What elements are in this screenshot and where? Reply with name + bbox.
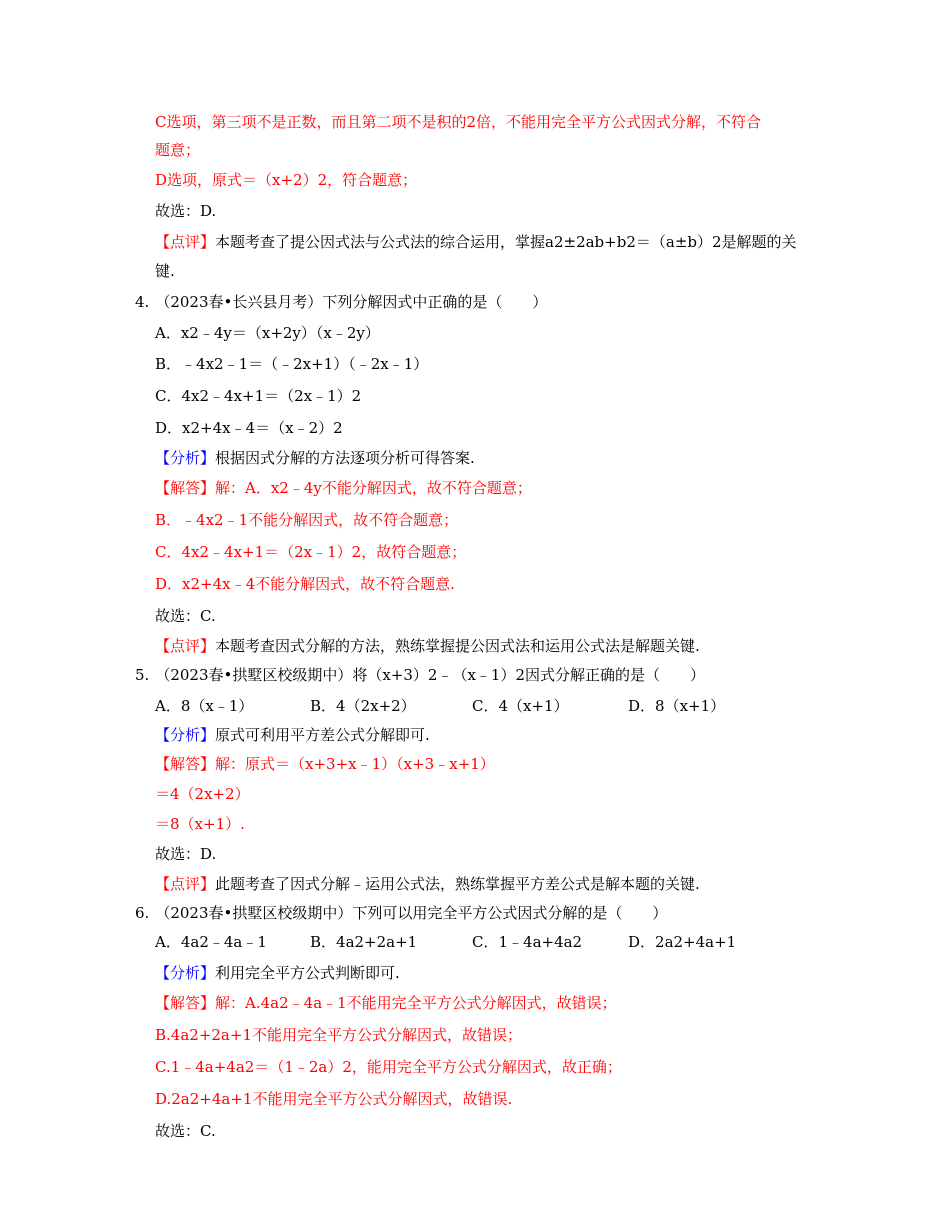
q4-answer-line3: C．4x2﹣4x+1＝（2x﹣1）2，故符合题意；: [155, 543, 467, 561]
q5-answer-line3: ＝8（x+1）.: [155, 815, 245, 833]
q4-option-c: C．4x2﹣4x+1＝（2x﹣1）2: [155, 387, 362, 405]
q5-choice: 故选：D.: [155, 845, 217, 863]
q6-option-b: B．4a2+2a+1: [310, 933, 418, 951]
prev-c-option-line2: 题意；: [155, 141, 201, 159]
answer-tag: 【解答】: [155, 994, 216, 1012]
q4-answer-line2: B．﹣4x2﹣1不能分解因式，故不符合题意；: [155, 511, 459, 529]
q6-answer-line1: 【解答】解：A.4a2﹣4a﹣1不能用完全平方公式分解因式，故错误；: [155, 994, 617, 1012]
answer-tag: 【解答】: [155, 755, 216, 773]
q6-answer-line2: B.4a2+2a+1不能用完全平方公式分解因式，故错误；: [155, 1026, 522, 1044]
review-tag: 【点评】: [155, 233, 216, 251]
answer-tag: 【解答】: [155, 479, 216, 497]
q6-analysis: 【分析】利用完全平方公式判断即可.: [155, 964, 400, 982]
q4-analysis: 【分析】根据因式分解的方法逐项分析可得答案.: [155, 449, 475, 467]
q5-option-a: A．8（x﹣1）: [155, 697, 254, 715]
q4-review: 【点评】本题考查因式分解的方法，熟练掌握提公因式法和运用公式法是解题关键.: [155, 637, 700, 655]
q4-answer-line4: D．x2+4x﹣4不能分解因式，故不符合题意.: [155, 575, 455, 593]
q6-answer-line3: C.1﹣4a+4a2＝（1﹣2a）2，能用完全平方公式分解因式，故正确；: [155, 1058, 622, 1076]
q6-option-a: A．4a2﹣4a﹣1: [155, 933, 267, 951]
q5-answer-line1: 【解答】解：原式＝（x+3+x﹣1）（x+3﹣x+1）: [155, 755, 495, 773]
q6-option-c: C．1﹣4a+4a2: [472, 933, 583, 951]
prev-review-line2: 键.: [155, 262, 175, 280]
prev-c-option-line1: C选项，第三项不是正数，而且第二项不是积的2倍，不能用完全平方公式因式分解，不符合: [155, 113, 762, 131]
prev-choice: 故选：D.: [155, 202, 217, 220]
q5-review: 【点评】此题考查了因式分解﹣运用公式法，熟练掌握平方差公式是解本题的关键.: [155, 875, 700, 893]
q5-answer-line2: ＝4（2x+2）: [155, 785, 250, 803]
q6-option-d: D．2a2+4a+1: [628, 933, 737, 951]
q5-stem: 5. （2023春•拱墅区校级期中）将（x+3）2﹣（x﹣1）2因式分解正确的是（ ）: [135, 666, 705, 684]
analysis-tag: 【分析】: [155, 726, 216, 744]
q4-answer-line1: 【解答】解：A．x2﹣4y不能分解因式，故不符合题意；: [155, 479, 532, 497]
q4-stem: 4. （2023春•长兴县月考）下列分解因式中正确的是（ ）: [135, 293, 548, 311]
prev-d-option: D选项，原式＝（x+2）2，符合题意；: [155, 171, 418, 189]
q4-option-b: B．﹣4x2﹣1＝（﹣2x+1）（﹣2x﹣1）: [155, 355, 429, 373]
q5-analysis: 【分析】原式可利用平方差公式分解即可.: [155, 726, 430, 744]
review-tag: 【点评】: [155, 875, 216, 893]
q6-stem: 6. （2023春•拱墅区校级期中）下列可以用完全平方公式因式分解的是（ ）: [135, 904, 668, 922]
q5-option-c: C．4（x+1）: [472, 697, 569, 715]
analysis-tag: 【分析】: [155, 449, 216, 467]
analysis-tag: 【分析】: [155, 964, 216, 982]
q6-answer-line4: D.2a2+4a+1不能用完全平方公式分解因式，故错误.: [155, 1090, 513, 1108]
q4-choice: 故选：C.: [155, 607, 216, 625]
q5-option-d: D．8（x+1）: [628, 697, 726, 715]
review-tag: 【点评】: [155, 637, 216, 655]
q5-option-b: B．4（2x+2）: [310, 697, 416, 715]
q6-choice: 故选：C.: [155, 1122, 216, 1140]
prev-review-line1: 【点评】本题考查了提公因式法与公式法的综合运用，掌握a2±2ab+b2＝（a±b）2是解题的关: [155, 233, 797, 251]
q4-option-a: A．x2﹣4y＝（x+2y）（x﹣2y）: [155, 324, 380, 342]
q4-option-d: D．x2+4x﹣4＝（x﹣2）2: [155, 419, 343, 437]
